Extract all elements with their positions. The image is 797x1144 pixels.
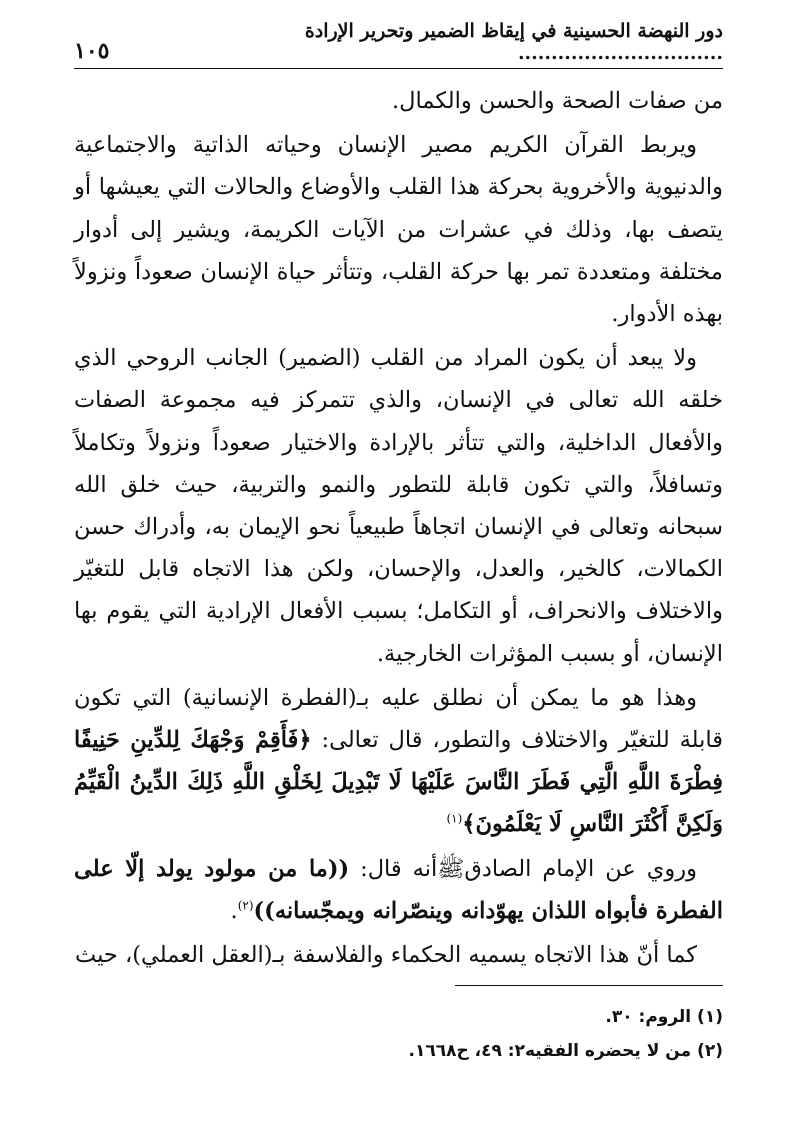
footnote-1: (١) الروم: ٣٠. (605, 1007, 723, 1027)
running-header (74, 20, 723, 69)
paragraph-2: ولا يبعد أن يكون المراد من القلب (الضمير) الجانب الروحي الذي خلقه الله تعالى في الإنسان، والذي تتمركز فيه مجموعة الصفات والأفعال الداخلية، والتي تتأثر بالإرادة والاختيار صعوداً ونزولاً وتكاملاً وتسافلاً، والتي تكون قابلة للتطور والنمو والتربية، حيث خلق الله سبحانه وتعالى في الإنسان اتجاهاً طبيعياً نحو الإيمان به، وأدراك حسن الكمالات، كالخير، والعدل، والإحسان، ولكن هذا الاتجاه قابل للتغيّر والاختلاف والانحراف، أو التكامل؛ بسبب الأفعال الإرادية التي يقوم بها الإنسان، أو بسبب المؤثرات الخارجية. (74, 345, 723, 667)
running-title: دور النهضة الحسينية في إيقاظ الضمير وتحرير الإرادة ............................... (304, 20, 723, 64)
paragraph-3-intro: وهذا هو ما يمكن أن نطلق عليه بـ(الفطرة الإنسانية) التي تكون قابلة للتغيّر والاختلاف والتطور، قال تعالى: (74, 684, 723, 754)
paragraph-4-intro: وروي عن الإمام الصادق (464, 855, 698, 882)
hadith-quote: ((ما من مولود يولد إلّا على الفطرة فأبواه اللذان يهوّدانه وينصّرانه ويمجّسانه)) (74, 855, 723, 924)
honorific-symbol: ﷺ (437, 855, 465, 882)
paragraph-4 (74, 848, 723, 932)
paragraph-continuation: من صفات الصحة والحسن والكمال. (392, 88, 723, 114)
paragraph-4-end: . (230, 897, 238, 924)
footnote-ref-1[interactable]: (١) (446, 811, 463, 826)
page-number: ١٠٥ (74, 38, 110, 64)
paragraph-4-mid: أنه قال: (349, 855, 438, 882)
quran-verse: ﴿فَأَقِمْ وَجْهَكَ لِلدِّينِ حَنِيفًا فِطْرَةَ اللَّهِ الَّتِي فَطَرَ النَّاسَ عَلَيْهَا لَا تَبْدِيلَ لِخَلْقِ اللَّهِ ذَلِكَ الدِّينُ الْقَيِّمُ وَلَكِنَّ أَكْثَرَ النَّاسِ لَا يَعْلَمُونَ﴾ (74, 727, 723, 838)
footnote-2: (٢) من لا يحضره الفقيه٢: ٤٩، ح١٦٦٨. (408, 1041, 723, 1061)
paragraph-3 (74, 677, 723, 846)
footnote-divider (455, 985, 723, 986)
paragraph-5: كما أنّ هذا الاتجاه يسميه الحكماء والفلاسفة بـ(العقل العملي)، حيث (75, 942, 697, 969)
paragraph-1: ويربط القرآن الكريم مصير الإنسان وحياته الذاتية والاجتماعية والدنيوية والأخروية بحركة هذا القلب والأوضاع والحالات التي يعيشها أو يتصف بها، وذلك في عشرات من الآيات الكريمة، ويشير إلى أدوار مختلفة ومتعددة تمر بها حركة القلب، وتتأثر حياة الإنسان صعوداً ونزولاً بهذه الأدوار. (74, 132, 723, 328)
footnotes (74, 1000, 723, 1068)
main-text (74, 80, 723, 978)
footnote-ref-2[interactable]: (٢) (237, 898, 254, 913)
